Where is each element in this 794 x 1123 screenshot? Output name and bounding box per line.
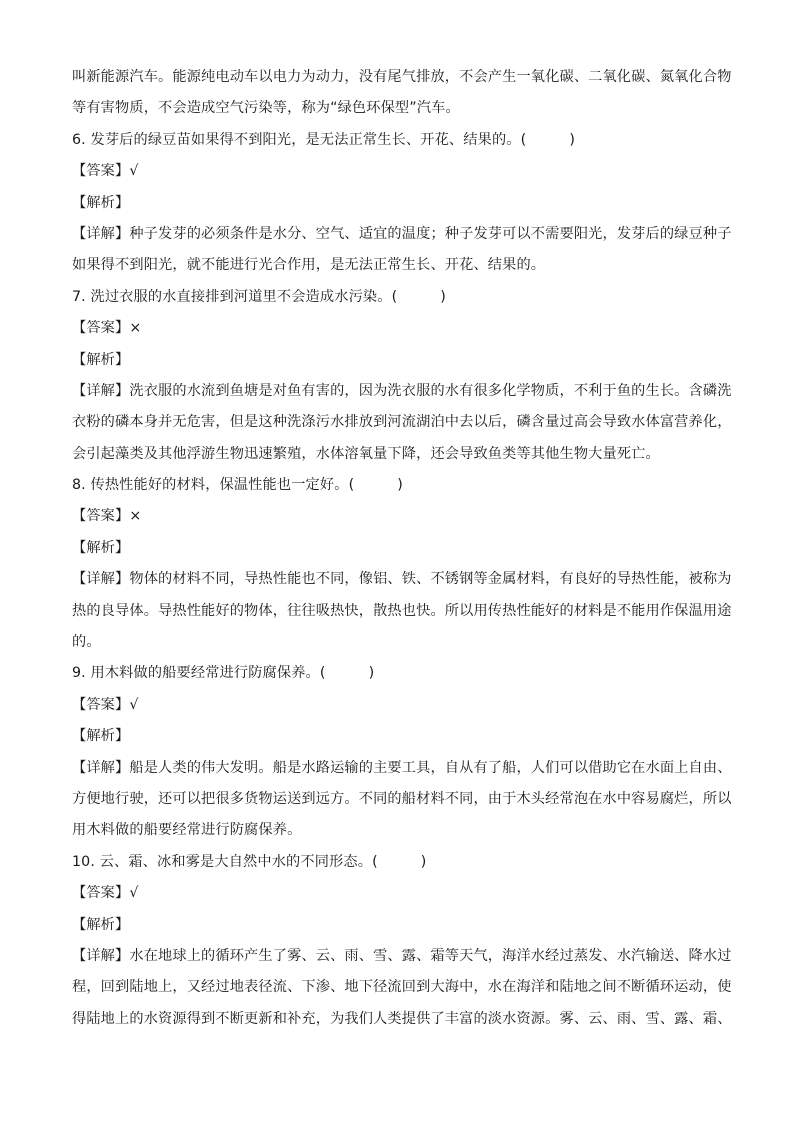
text-line: 等有害物质，不会造成空气污染等，称为“绿色环保型”汽车。 <box>72 100 460 117</box>
answer-label: 【答案】√ <box>72 696 139 713</box>
detail-line: 得陆地上的水资源得到不断更新和补充，为我们人类提供了丰富的淡水资源。雾、云、雨、雪、露、霜、 <box>72 1010 732 1027</box>
answer-label: 【答案】× <box>72 508 142 525</box>
detail-line: 热的良导体。导热性能好的物体，往往吸热快，散热也快。所以用传热性能好的材料是不能用作保温用途 <box>72 602 732 619</box>
detail-line: 【详解】水在地球上的循环产生了雾、云、雨、雪、露、霜等天气，海洋水经过蒸发、水汽输送、降水过 <box>72 947 732 964</box>
text-line: 叫新能源汽车。能源纯电动车以电力为动力，没有尾气排放，不会产生一氧化碳、二氧化碳、氮氧化合物 <box>72 69 732 85</box>
analysis-label: 【解析】 <box>72 916 130 933</box>
detail-line: 方便地行驶，还可以把很多货物运送到远方。不同的船材料不同，由于木头经常泡在水中容易腐烂，所以 <box>72 790 732 807</box>
analysis-label: 【解析】 <box>72 194 130 211</box>
detail-line: 程，回到陆地上，又经过地表径流、下渗、地下径流回到大海中，水在海洋和陆地之间不断循环运动，使 <box>72 979 732 996</box>
question-text: 8. 传热性能好的材料，保温性能也一定好。( ) <box>72 477 403 494</box>
detail-line: 会引起藻类及其他浮游生物迅速繁殖，水体溶氧量下降，还会导致鱼类等其他生物大量死亡。 <box>72 445 660 462</box>
question-9 <box>72 658 732 846</box>
analysis-label: 【解析】 <box>72 728 130 745</box>
answer-label: 【答案】× <box>72 320 142 337</box>
analysis-label: 【解析】 <box>72 539 130 556</box>
question-6 <box>72 125 732 282</box>
question-text: 6. 发芽后的绿豆苗如果得不到阳光，是无法正常生长、开花、结果的。( ) <box>72 131 576 148</box>
detail-line: 如果得不到阳光，就不能进行光合作用，是无法正常生长、开花、结果的。 <box>72 257 546 274</box>
question-8 <box>72 470 732 658</box>
detail-line: 的。 <box>72 634 101 651</box>
detail-line: 【详解】船是人类的伟大发明。船是水路运输的主要工具，自从有了船，人们可以借助它在水面上自由、 <box>72 759 732 776</box>
answer-label: 【答案】√ <box>72 163 139 180</box>
question-text: 9. 用木料做的船要经常进行防腐保养。( ) <box>72 665 375 682</box>
question-7 <box>72 282 732 470</box>
intro-paragraph <box>72 62 732 125</box>
question-text: 10. 云、霜、冰和雾是大自然中水的不同形态。( ) <box>72 853 427 870</box>
detail-line: 【详解】物体的材料不同，导热性能也不同，像铝、铁、不锈钢等金属材料，有良好的导热性能，被称为 <box>72 571 732 588</box>
detail-line: 【详解】种子发芽的必须条件是水分、空气、适宜的温度；种子发芽可以不需要阳光，发芽后的绿豆种子 <box>72 225 732 242</box>
analysis-label: 【解析】 <box>72 351 130 368</box>
detail-line: 衣粉的磷本身并无危害，但是这种洗涤污水排放到河流湖泊中去以后，磷含量过高会导致水体富营养化， <box>72 414 732 431</box>
question-text: 7. 洗过衣服的水直接排到河道里不会造成水污染。( ) <box>72 288 446 305</box>
answer-label: 【答案】√ <box>72 885 139 902</box>
detail-line: 【详解】洗衣服的水流到鱼塘是对鱼有害的，因为洗衣服的水有很多化学物质，不利于鱼的生长。含磷洗 <box>72 382 732 399</box>
detail-line: 用木料做的船要经常进行防腐保养。 <box>72 822 302 839</box>
question-10 <box>72 847 732 1035</box>
document-page <box>72 62 732 1035</box>
